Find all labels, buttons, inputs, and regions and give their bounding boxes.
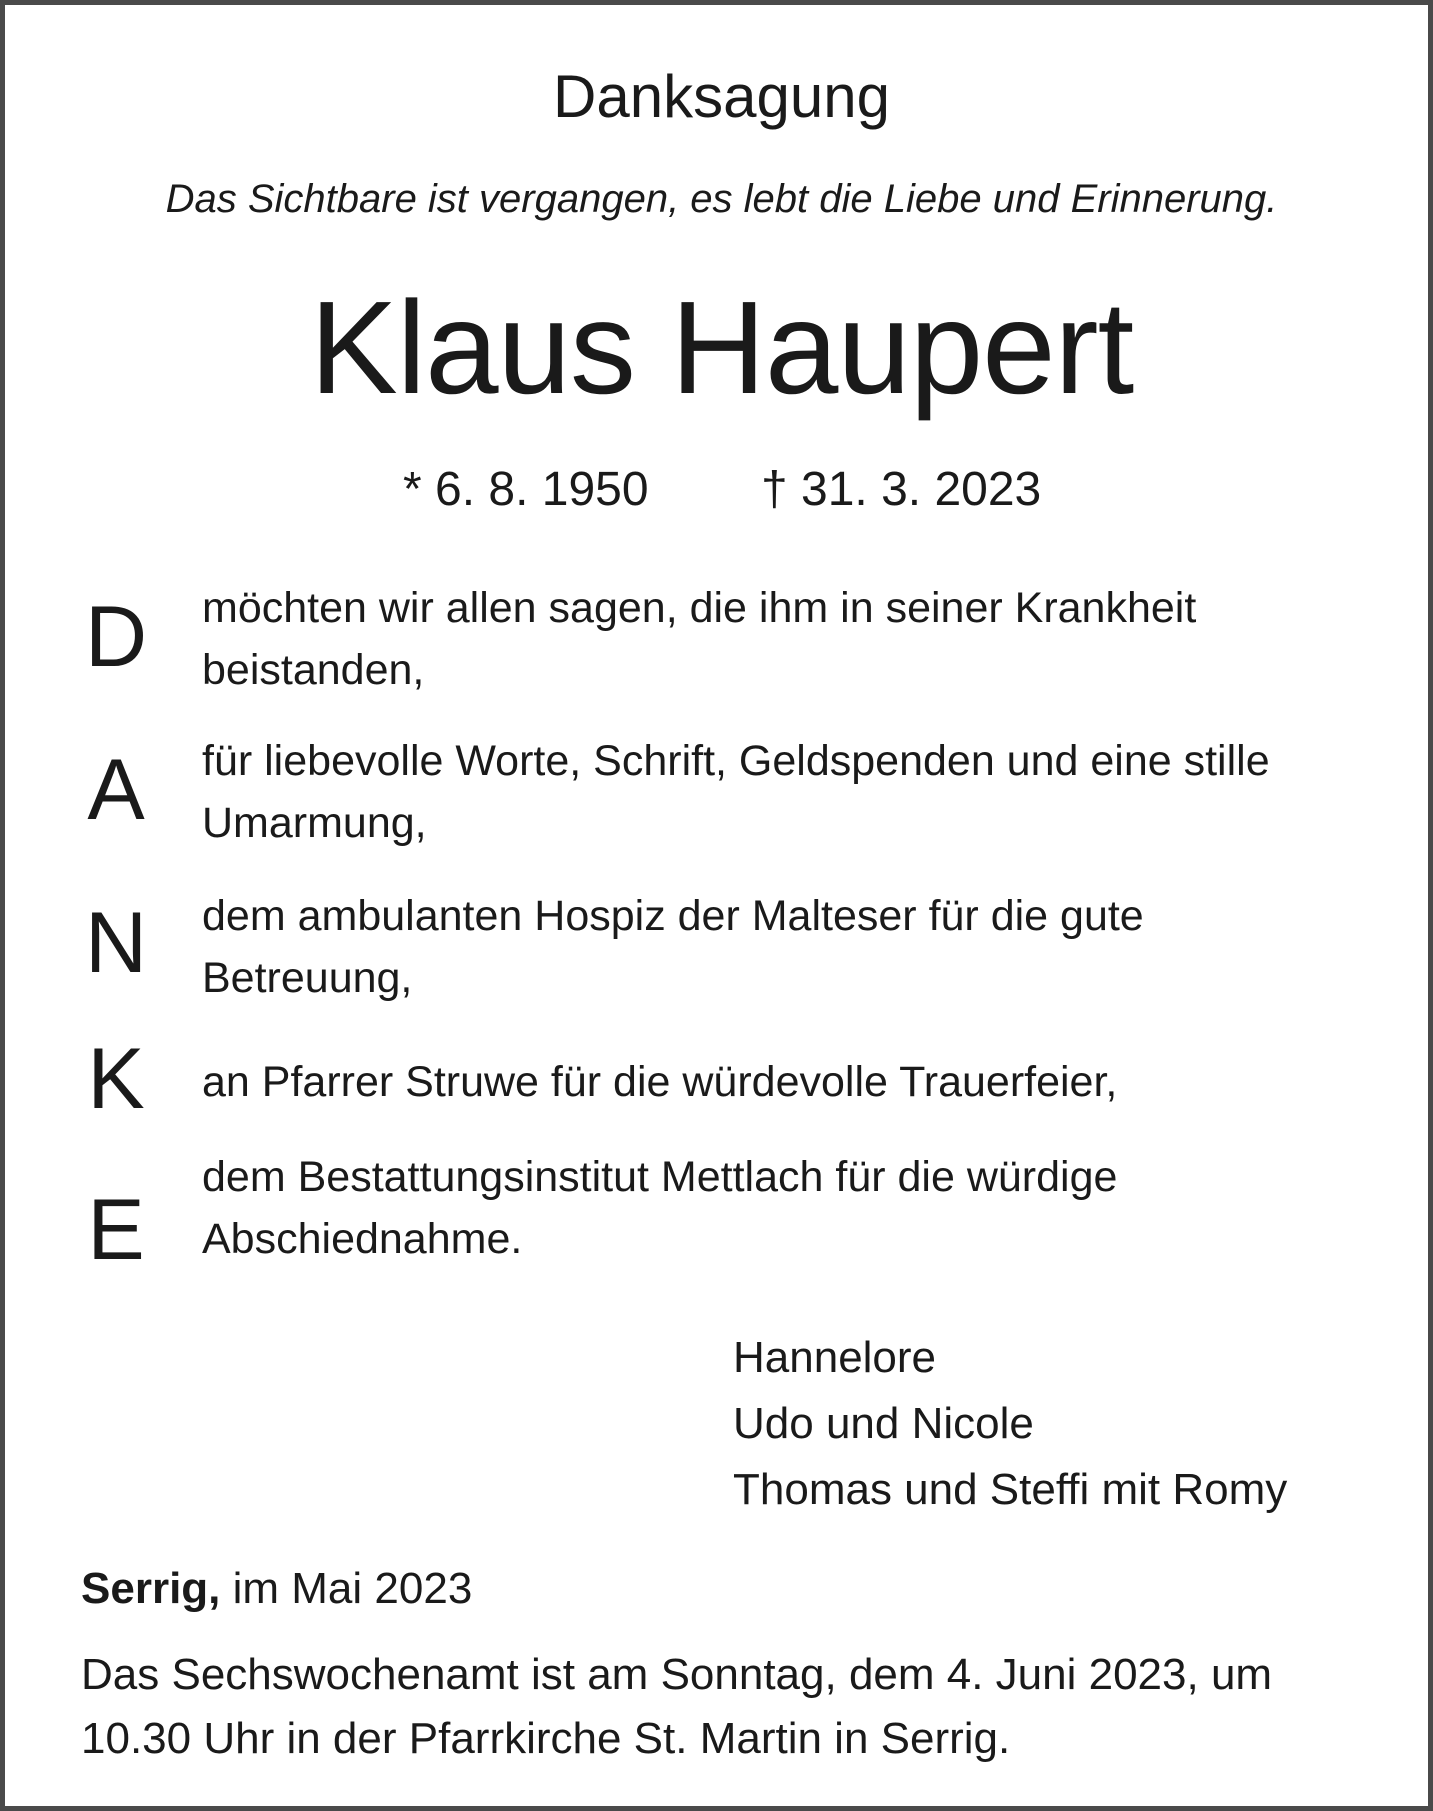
thanks-line-1: möchten wir allen sagen, die ihm in seiner Krankheit beistanden, xyxy=(202,584,1197,694)
deceased-name: Klaus Haupert xyxy=(309,274,1134,421)
acrostic-letter-a: A xyxy=(87,742,145,838)
thanks-line-4: an Pfarrer Struwe für die würdevolle Trauerfeier, xyxy=(202,1058,1118,1106)
thanks-line-5: dem Bestattungsinstitut Mettlach für die würdige Abschiednahme. xyxy=(202,1153,1118,1263)
death-date: † 31. 3. 2023 xyxy=(761,463,1042,516)
place-date-line xyxy=(81,1557,472,1621)
family-member: Hannelore xyxy=(733,1333,937,1382)
notice-date: im Mai 2023 xyxy=(232,1564,473,1613)
birth-date: * 6. 8. 1950 xyxy=(403,463,649,516)
mass-notice: Das Sechswochenamt ist am Sonntag, dem 4. Juni 2023, um 10.30 Uhr in der Pfarrkirche St. Martin in Serrig. xyxy=(81,1650,1273,1763)
acrostic-letter-d: D xyxy=(84,589,148,685)
thanks-line-3: dem ambulanten Hospiz der Malteser für die gute Betreuung, xyxy=(202,892,1144,1002)
acrostic-letter-n: N xyxy=(84,895,148,991)
family-member: Udo und Nicole xyxy=(733,1399,1034,1448)
town-name: Serrig, xyxy=(81,1564,221,1613)
thanks-line-2: für liebevolle Worte, Schrift, Geldspenden und eine stille Umarmung, xyxy=(202,737,1270,847)
motto-quote: Das Sichtbare ist vergangen, es lebt die Liebe und Erinnerung. xyxy=(165,177,1278,221)
family-member: Thomas und Steffi mit Romy xyxy=(733,1465,1288,1514)
notice-heading: Danksagung xyxy=(553,63,890,130)
acrostic-letter-k: K xyxy=(87,1031,145,1127)
acrostic-letter-e: E xyxy=(87,1182,145,1278)
